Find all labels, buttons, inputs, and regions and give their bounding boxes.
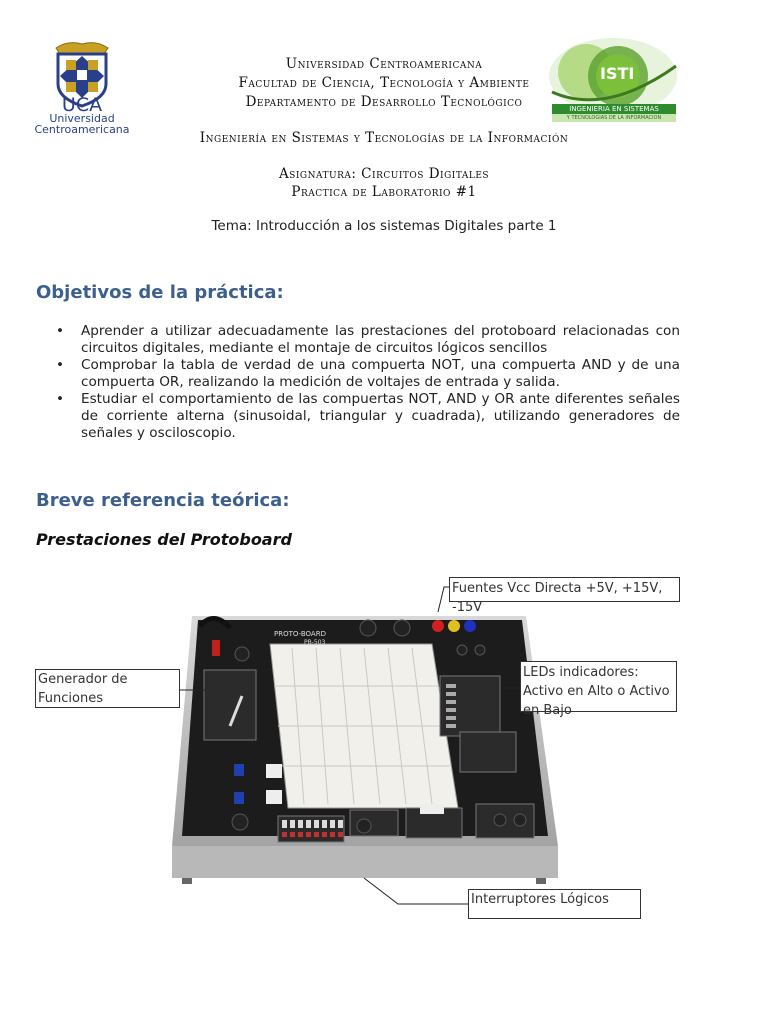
topic-line: Tema: Introducción a los sistemas Digitales parte 1 — [211, 218, 557, 234]
callout-led-indicators: LEDs indicadores: Activo en Alto o Activo en Bajo — [520, 661, 677, 712]
theory-heading: Breve referencia teórica: — [36, 490, 290, 511]
board-label-1: PROTO-BOARD — [274, 630, 326, 638]
objectives-heading: Objetivos de la práctica: — [36, 282, 284, 303]
subject-name: Asignatura: Circuitos Digitales — [278, 166, 490, 182]
practice-title: Practica de Laboratorio #1 — [291, 184, 477, 200]
university-name: Universidad Centroamericana — [285, 56, 483, 72]
board-label-2: PB-503 — [304, 639, 326, 646]
list-item: • Estudiar el comportamiento de las compuertas NOT, AND y OR ante diferentes señales de corriente alterna (sinusoidal, triangular y cuadrada), utilizando generadores de señales y osciloscopio. — [52, 391, 680, 442]
department-name: Departamento de Desarrollo Tecnológico — [245, 94, 523, 110]
callout-function-generator: Generador de Funciones — [35, 669, 180, 708]
isti-banner-1: INGENIERIA EN SISTEMAS — [569, 105, 659, 113]
faculty-name: Facultad de Ciencia, Tecnología y Ambiente — [238, 75, 530, 91]
uca-logo-text: UCA Universidad Centroamericana — [34, 94, 130, 136]
callout-power-supply: Fuentes Vcc Directa +5V, +15V, -15V — [449, 577, 680, 602]
career-name: Ingeniería en Sistemas y Tecnologías de la Información — [199, 130, 569, 146]
isti-logo-text: ISTI — [600, 64, 635, 83]
callout-logic-switches: Interruptores Lógicos — [468, 889, 641, 919]
isti-banner-2: Y TECNOLOGIAS DE LA INFORMACION — [566, 115, 662, 121]
list-item: • Comprobar la tabla de verdad de una compuerta NOT, una compuerta AND y de una compuerta OR, realizando la medición de voltajes de entrada y salida. — [52, 357, 680, 391]
theory-subheading: Prestaciones del Protoboard — [36, 530, 292, 549]
list-item: • Aprender a utilizar adecuadamente las prestaciones del protoboard relacionadas con circuitos digitales, mediante el montaje de circuitos lógicos sencillos — [52, 323, 680, 357]
